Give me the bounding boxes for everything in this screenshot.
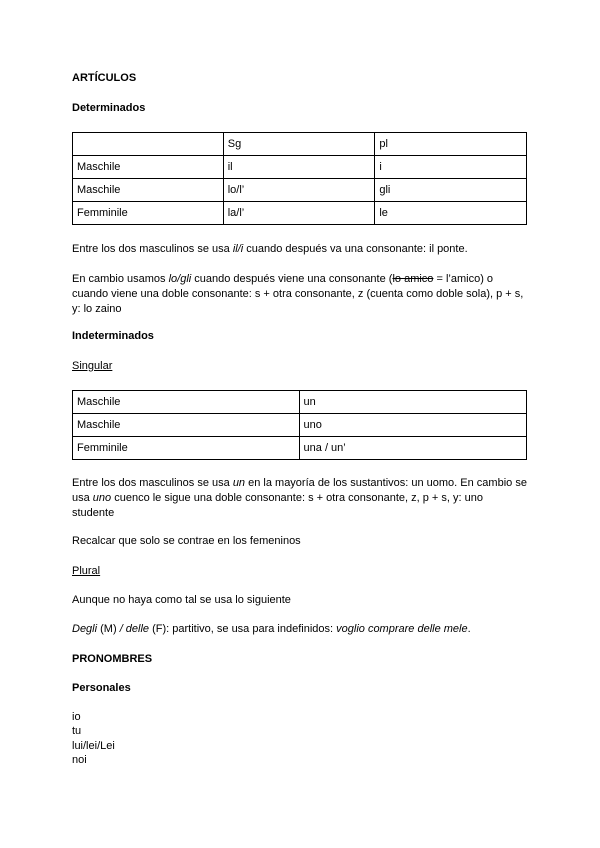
italic-text: il/i xyxy=(232,243,244,255)
italic-text: voglio comprare delle mele xyxy=(336,623,468,635)
paragraph-determinados-2 xyxy=(72,272,530,317)
text: = l’amico) o cuando viene una doble consonante: s + otra consonante, z (cuenta como doble sola), p + s, y: lo zaino xyxy=(72,273,524,315)
page-title: ARTÍCULOS xyxy=(72,72,137,84)
table-cell: Maschile xyxy=(73,179,224,202)
table-row xyxy=(73,202,527,225)
table-cell: gli xyxy=(375,179,527,202)
table-cell: Maschile xyxy=(73,156,224,179)
text: (M) xyxy=(97,623,120,635)
table-cell: Maschile xyxy=(73,414,300,437)
subheading-singular: Singular xyxy=(72,360,113,372)
paragraph-indeterminados-3: Aunque no haya como tal se usa lo siguiente xyxy=(72,594,291,606)
list-item: lui/lei/Lei xyxy=(72,740,115,752)
subheading-personales: Personales xyxy=(72,682,131,694)
table-row xyxy=(73,437,527,460)
table-cell: lo/l’ xyxy=(223,179,375,202)
paragraph-indeterminados-1 xyxy=(72,476,527,521)
text: cuando después va una consonante: il ponte. xyxy=(243,243,468,255)
table-row xyxy=(73,179,527,202)
table-cell: Sg xyxy=(223,133,375,156)
text: . xyxy=(467,623,471,635)
text: en la mayoría de los sustantivos: un uomo. En cambio se usa xyxy=(72,477,527,504)
table-cell: la/l’ xyxy=(223,202,375,225)
table-cell: Maschile xyxy=(73,391,300,414)
table-header-row xyxy=(73,133,527,156)
subheading-plural: Plural xyxy=(72,565,101,577)
table-cell: uno xyxy=(299,414,526,437)
strikethrough-text: lo amico xyxy=(392,273,434,285)
italic-text: / delle xyxy=(119,623,150,635)
table-row xyxy=(73,391,527,414)
table-cell: le xyxy=(375,202,527,225)
italic-text: uno xyxy=(92,492,112,504)
paragraph-indeterminados-2: Recalcar que solo se contrae en los femeninos xyxy=(72,535,301,547)
table-cell: i xyxy=(375,156,527,179)
text: En cambio usamos xyxy=(72,273,169,285)
text: Entre los dos masculinos se usa xyxy=(72,477,233,489)
list-item: tu xyxy=(72,725,82,737)
section-heading-indeterminados: Indeterminados xyxy=(72,330,154,342)
list-item: io xyxy=(72,711,81,723)
table-cell xyxy=(73,133,224,156)
table-cell: un xyxy=(299,391,526,414)
table-row xyxy=(73,414,527,437)
table-cell: il xyxy=(223,156,375,179)
section-heading-determinados: Determinados xyxy=(72,102,146,114)
italic-text: lo/gli xyxy=(168,273,192,285)
text: Entre los dos masculinos se usa xyxy=(72,243,233,255)
table-cell: Femminile xyxy=(73,202,224,225)
text: cuando después viene una consonante ( xyxy=(191,273,393,285)
italic-text: Degli xyxy=(72,623,98,635)
table-cell: una / un’ xyxy=(299,437,526,460)
table-cell: pl xyxy=(375,133,527,156)
table-cell: Femminile xyxy=(73,437,300,460)
paragraph-partitivo xyxy=(72,623,471,635)
text: (F): partitivo, se usa para indefinidos: xyxy=(149,623,337,635)
section-heading-pronombres: PRONOMBRES xyxy=(72,653,153,665)
text: cuenco le sigue una doble consonante: s + otra consonante, z, p + s, y: uno studente xyxy=(72,492,483,519)
indeterminados-table xyxy=(72,390,527,460)
determinados-table xyxy=(72,132,527,225)
table-row xyxy=(73,156,527,179)
italic-text: un xyxy=(232,477,246,489)
paragraph-determinados-1 xyxy=(72,242,532,257)
list-item: noi xyxy=(72,754,87,766)
